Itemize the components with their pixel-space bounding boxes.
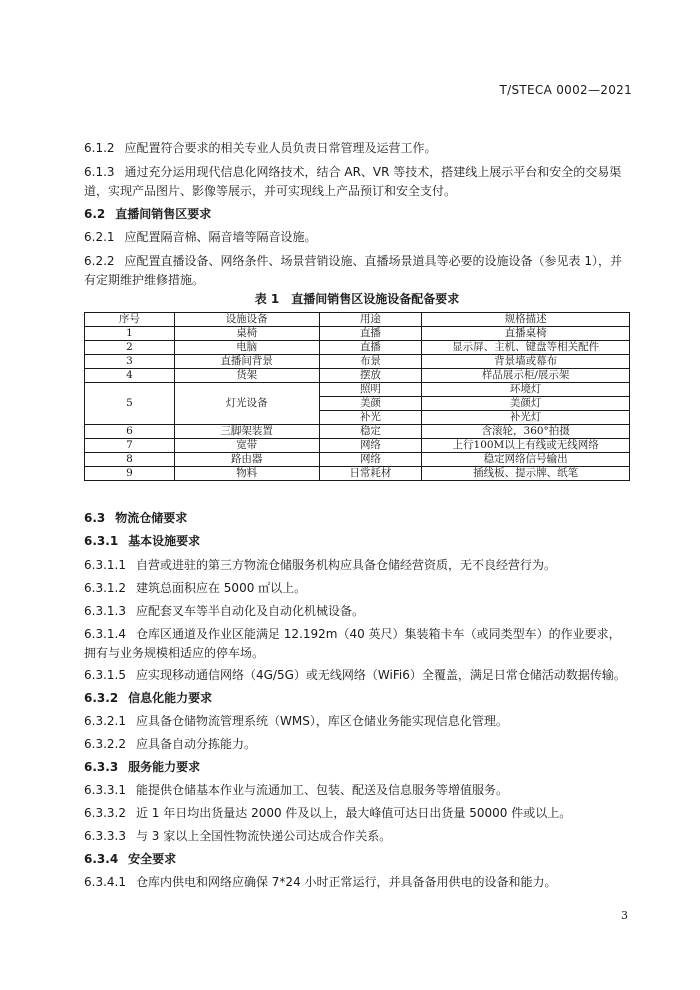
cell-use: 补光: [319, 411, 422, 425]
cell-no: 9: [85, 467, 175, 481]
clause-6-3-3-2: [84, 804, 630, 823]
table-row: [85, 439, 630, 453]
cell-spec: 环境灯: [422, 383, 630, 397]
clause-6-3-1-1: [84, 556, 630, 575]
table-row: [85, 341, 630, 355]
section-heading-6-3-4: [84, 850, 630, 869]
cell-spec: 插线板、提示牌、纸笔: [422, 467, 630, 481]
page-number: 3: [621, 909, 628, 922]
clause-number: 6.3.2.1: [84, 714, 126, 728]
clause-6-3-3-3: [84, 827, 630, 846]
cell-use: 网络: [319, 453, 422, 467]
cell-use: 网络: [319, 439, 422, 453]
clause-text: 应配套叉车等半自动化及自动化机械设备。: [135, 604, 364, 618]
clause-number: 6.1.2: [84, 141, 115, 155]
table-row: [85, 467, 630, 481]
clause-6-3-4-1: [84, 873, 630, 892]
table-row: [85, 327, 630, 341]
clause-text: 应配置隔音棉、隔音墙等隔音设施。: [124, 230, 317, 244]
clause-text: 信息化能力要求: [128, 691, 213, 705]
facility-table: [84, 312, 630, 481]
clause-6-3-3-1: [84, 781, 630, 800]
cell-use: 直播: [319, 341, 422, 355]
clause-number: 6.3.1.3: [84, 604, 126, 618]
cell-use: 照明: [319, 383, 422, 397]
cell-item: 物料: [174, 467, 319, 481]
standard-code: T/STECA 0002—2021: [499, 83, 632, 97]
clause-text: 自营或进驻的第三方物流仓储服务机构应具备仓储经营资质，无不良经营行为。: [135, 558, 556, 572]
cell-item: 电脑: [174, 341, 319, 355]
cell-spec: 稳定网络信号输出: [422, 453, 630, 467]
clause-number: 6.3.1.5: [84, 668, 126, 682]
clause-number: 6.3.1.2: [84, 581, 126, 595]
clause-number: 6.3.2.2: [84, 737, 126, 751]
cell-spec: 补光灯: [422, 411, 630, 425]
clause-text: 基本设施要求: [128, 534, 201, 548]
clause-text: 应配置直播设备、网络条件、场景营销设施、直播场景道具等必要的设施设备（参见表 1），并有定期维护维修措施。: [84, 254, 622, 287]
clause-text: 应具备自动分拣能力。: [135, 737, 256, 751]
cell-no: 4: [85, 369, 175, 383]
clause-6-2-1: [84, 228, 630, 247]
clause-text: 仓库内供电和网络应确保 7*24 小时正常运行，并具备备用供电的设备和能力。: [135, 875, 557, 889]
header-spec: 规格描述: [422, 313, 630, 327]
cell-no: 5: [85, 383, 175, 425]
cell-item: 桌椅: [174, 327, 319, 341]
clause-text: 能提供仓储基本作业与流通加工、包装、配送及信息服务等增值服务。: [135, 783, 508, 797]
section-heading-6-3-2: [84, 689, 630, 708]
clause-text: 仓库区通道及作业区能满足 12.192m（40 英尺）集装箱卡车（或同类型车）的作业要求，拥有与业务规模相适应的停车场。: [84, 627, 621, 660]
cell-use: 美颜: [319, 397, 422, 411]
clause-6-3-1-3: [84, 602, 630, 621]
clause-number: 6.2.2: [84, 254, 115, 268]
section-heading-6-3-1: [84, 532, 630, 551]
table-caption: 表 1 直播间销售区设施设备配备要求: [254, 292, 460, 306]
clause-text: 应实现移动通信网络（4G/5G）或无线网络（WiFi6）全覆盖，满足日常仓储活动数据传输。: [135, 668, 626, 682]
cell-item: 货架: [174, 369, 319, 383]
cell-no: 3: [85, 355, 175, 369]
clause-6-3-1-2: [84, 579, 630, 598]
section-heading-6-3: [84, 509, 630, 528]
cell-no: 8: [85, 453, 175, 467]
header-no: 序号: [85, 313, 175, 327]
clause-text: 通过充分运用现代信息化网络技术，结合 AR、VR 等技术，搭建线上展示平台和安全的交易渠道，实现产品图片、影像等展示，并可实现线上产品预订和安全支付。: [84, 165, 622, 198]
table-row: [85, 425, 630, 439]
cell-no: 7: [85, 439, 175, 453]
clause-text: 建筑总面积应在 5000 ㎡以上。: [135, 581, 307, 595]
clause-6-3-2-1: [84, 712, 630, 731]
cell-use: 稳定: [319, 425, 422, 439]
cell-no: 1: [85, 327, 175, 341]
clause-number: 6.1.3: [84, 165, 115, 179]
clause-number: 6.3.1.4: [84, 627, 126, 641]
clause-number: 6.3.1: [84, 534, 119, 548]
clause-text: 直播间销售区要求: [115, 207, 212, 221]
cell-spec: 上行100M以上有线或无线网络: [422, 439, 630, 453]
cell-use: 布景: [319, 355, 422, 369]
clause-number: 6.3.3.2: [84, 806, 126, 820]
clause-6-1-3: [84, 163, 630, 201]
clause-6-3-1-5: [84, 666, 630, 685]
clause-text: 物流仓储要求: [115, 511, 188, 525]
clause-6-1-2: [84, 139, 630, 158]
clause-number: 6.3.3.1: [84, 783, 126, 797]
section-heading-6-2: [84, 205, 630, 224]
cell-spec: 含滚轮，360°拍摄: [422, 425, 630, 439]
clause-number: 6.3.1.1: [84, 558, 126, 572]
clause-text: 应配置符合要求的相关专业人员负责日常管理及运营工作。: [124, 141, 437, 155]
clause-text: 安全要求: [128, 852, 177, 866]
cell-no: 6: [85, 425, 175, 439]
cell-spec: 背景墙或幕布: [422, 355, 630, 369]
clause-6-3-1-4: [84, 625, 630, 663]
cell-spec: 样品展示柜/展示架: [422, 369, 630, 383]
cell-use: 摆放: [319, 369, 422, 383]
clause-number: 6.2: [84, 207, 106, 221]
clause-number: 6.3.4: [84, 852, 119, 866]
clause-text: 与 3 家以上全国性物流快递公司达成合作关系。: [135, 829, 392, 843]
clause-number: 6.3.2: [84, 691, 119, 705]
cell-item: 路由器: [174, 453, 319, 467]
header-use: 用途: [319, 313, 422, 327]
header-item: 设施设备: [174, 313, 319, 327]
clause-number: 6.3.3: [84, 760, 119, 774]
clause-number: 6.3.4.1: [84, 875, 126, 889]
cell-item: 直播间背景: [174, 355, 319, 369]
table-row: [85, 453, 630, 467]
cell-use: 日常耗材: [319, 467, 422, 481]
clause-text: 近 1 年日均出货量达 2000 件及以上，最大峰值可达日出货量 50000 件或以上。: [135, 806, 572, 820]
clause-text: 应具备仓储物流管理系统（WMS），库区仓储业务能实现信息化管理。: [135, 714, 508, 728]
section-heading-6-3-3: [84, 758, 630, 777]
cell-spec: 直播桌椅: [422, 327, 630, 341]
table-row: [85, 383, 630, 397]
cell-no: 2: [85, 341, 175, 355]
cell-item: 灯光设备: [174, 383, 319, 425]
table-row: [85, 369, 630, 383]
cell-item: 三脚架装置: [174, 425, 319, 439]
clause-6-3-2-2: [84, 735, 630, 754]
cell-spec: 显示屏、主机、键盘等相关配件: [422, 341, 630, 355]
table-header-row: [85, 313, 630, 327]
table-row: [85, 355, 630, 369]
cell-use: 直播: [319, 327, 422, 341]
clause-number: 6.3: [84, 511, 106, 525]
cell-spec: 美颜灯: [422, 397, 630, 411]
clause-number: 6.3.3.3: [84, 829, 126, 843]
clause-6-2-2: [84, 252, 630, 290]
clause-number: 6.2.1: [84, 230, 115, 244]
cell-item: 宽带: [174, 439, 319, 453]
clause-text: 服务能力要求: [128, 760, 201, 774]
